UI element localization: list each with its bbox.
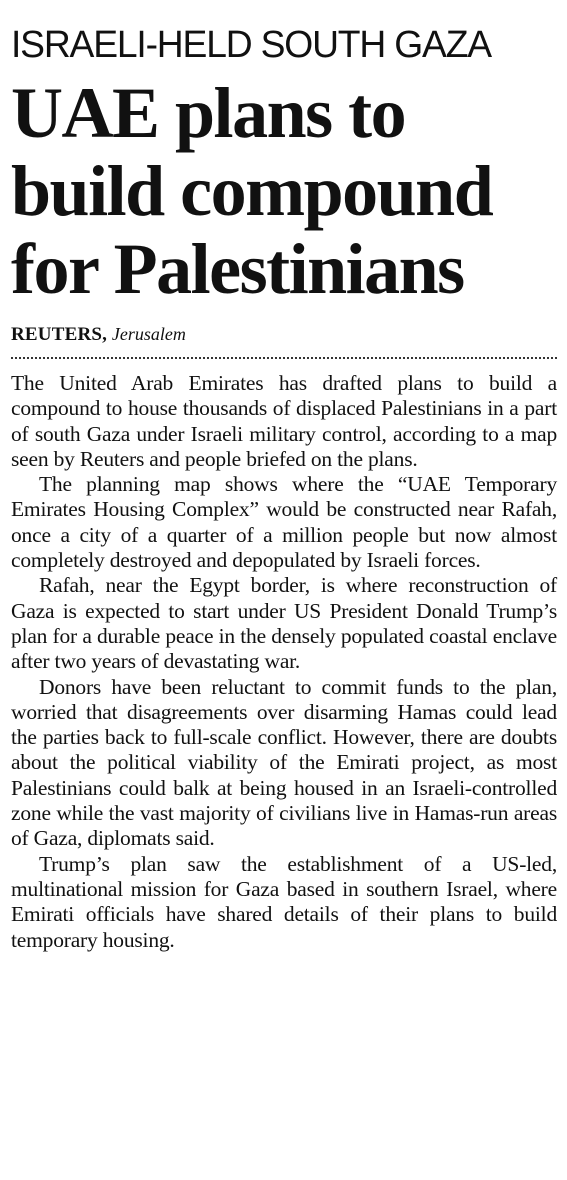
- news-article: [11, 0, 557, 953]
- headline-line: build compound: [11, 151, 493, 231]
- body-paragraph: Trump’s plan saw the establishment of a US-led, multinational mission for Gaza based in southern Israel, where Emirati officials have shared details of their plans to build temporary housing.: [11, 851, 557, 952]
- byline: [11, 322, 557, 347]
- body-paragraph: Donors have been reluctant to commit funds to the plan, worried that disagreements over disarming Hamas could lead the parties back to full-scale conflict. However, there are doubts about the political viability of the Emirati project, as most Palestinians could balk at being housed in an Israeli-controlled zone while the vast majority of civilians live in Hamas-run areas of Gaza, diplomats said.: [11, 674, 557, 851]
- byline-dateline: Jerusalem: [111, 324, 186, 344]
- dotted-divider: [11, 357, 557, 359]
- body-paragraph: Rafah, near the Egypt border, is where reconstruction of Gaza is expected to start under US President Donald Trump’s plan for a durable peace in the densely populated coastal enclave after two years of devastating war.: [11, 573, 557, 674]
- headline: [11, 74, 557, 308]
- body-paragraph: The planning map shows where the “UAE Temporary Emirates Housing Complex” would be constructed near Rafah, once a city of a quarter of a million people but now almost completely destroyed and depopulated by Israeli forces.: [11, 472, 557, 573]
- body-paragraph: The United Arab Emirates has drafted plans to build a compound to house thousands of displaced Palestinians in a part of south Gaza under Israeli military control, according to a map seen by Reuters and people briefed on the plans.: [11, 371, 557, 471]
- article-body: [11, 371, 557, 953]
- headline-line: UAE plans to: [11, 73, 406, 153]
- headline-line: for Palestinians: [11, 229, 464, 309]
- byline-agency: REUTERS,: [11, 324, 108, 345]
- kicker: ISRAELI-HELD SOUTH GAZA: [11, 24, 491, 66]
